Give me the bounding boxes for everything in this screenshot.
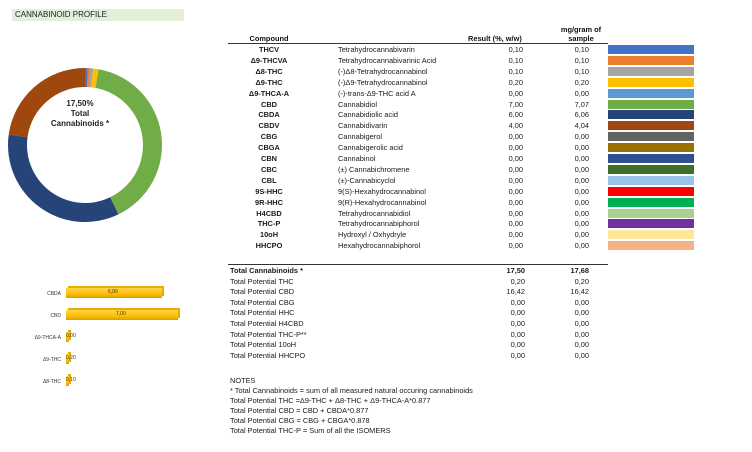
bar-value-label: 0,00: [66, 333, 76, 339]
col-header-result: Result (%, w/w): [468, 34, 522, 43]
compound-code: Δ9-THCA-A: [248, 88, 290, 98]
bar-category-label: Δ9-THC: [42, 357, 61, 363]
compound-code: CBDV: [258, 121, 280, 131]
col-header-mg-line1: mg/gram of: [560, 25, 602, 34]
totals-label: Total Potential THC-P**: [230, 329, 307, 339]
color-swatch: [608, 132, 694, 141]
bar-value-label: 0,20: [66, 355, 76, 361]
color-swatch: [608, 230, 694, 239]
totals-row: [230, 286, 610, 297]
compound-mg: 7,07: [574, 99, 589, 109]
compound-mg: 0,00: [574, 186, 589, 196]
compound-result: 0,00: [508, 132, 523, 142]
color-swatch: [608, 67, 694, 76]
table-row: [228, 208, 698, 219]
compound-name: Cannabinol: [338, 154, 376, 163]
totals-row: [230, 318, 610, 329]
color-swatch: [608, 121, 694, 130]
totals-label: Total Potential CBD: [230, 287, 295, 297]
compound-code: Δ9-THC: [255, 77, 283, 87]
totals-mg: 0,00: [574, 297, 589, 307]
table-row: [228, 175, 698, 186]
donut-slice: [95, 69, 162, 214]
compound-mg: 0,00: [574, 132, 589, 142]
compound-result: 0,10: [508, 66, 523, 76]
totals-label: Total Potential HHC: [230, 308, 295, 318]
compound-name: (-)-trans-Δ9-THC acid A: [338, 88, 416, 98]
compound-mg: 0,00: [574, 175, 589, 185]
table-row: [228, 99, 698, 110]
compound-name: Cannabidiol: [338, 99, 378, 109]
totals-result: 0,00: [510, 340, 525, 350]
totals-result: 0,20: [510, 276, 525, 286]
bar-value-label: 7,00: [116, 311, 126, 317]
table-row: [228, 240, 698, 251]
notes-line: Total Potential THC-P = Sum of all the ISOMERS: [230, 426, 391, 435]
compound-result: 0,00: [508, 208, 523, 218]
totals-row: [230, 329, 610, 340]
compound-name: (±) Cannabichromene: [338, 164, 410, 174]
compound-mg: 0,00: [574, 241, 589, 251]
compound-name: Tetrahydrocannabiphorol: [338, 219, 420, 229]
compound-code: CBGA: [258, 143, 280, 153]
totals-result: 0,00: [510, 297, 525, 307]
compound-name: 9(R)-Hexahydrocannabinol: [338, 197, 427, 207]
compound-mg: 0,10: [574, 66, 589, 76]
color-swatch: [608, 154, 694, 163]
color-swatch: [608, 78, 694, 87]
compound-mg: 0,00: [574, 208, 589, 218]
total-percent: 17,50%: [66, 99, 94, 108]
notes-line: Total Potential THC =Δ9-THC + Δ8-THC + Δ9-THCA-A*0.877: [230, 396, 431, 405]
totals-label: Total Potential H4CBD: [230, 319, 304, 328]
compound-code: THC-P: [257, 219, 281, 229]
totals-result: 0,00: [510, 308, 525, 318]
totals-result: 0,00: [510, 319, 525, 328]
compound-code: 9R-HHC: [255, 197, 283, 207]
compound-result: 6,00: [508, 110, 523, 120]
totals-mg: 0,00: [574, 329, 589, 339]
compound-result: 0,00: [508, 154, 523, 163]
compound-mg: 0,00: [574, 230, 589, 240]
color-swatch: [608, 143, 694, 152]
compound-code: 9S-HHC: [255, 186, 283, 196]
bar-category-label: Δ9-THCA-A: [34, 335, 61, 341]
compound-name: (-)Δ8-Tetrahydrocannabinol: [338, 66, 428, 76]
compound-name: Cannabidivarin: [338, 121, 388, 131]
bar-category-label: Δ8-THC: [42, 379, 61, 385]
totals-mg: 17,68: [570, 266, 589, 275]
compound-code: THCV: [258, 45, 280, 54]
totals-label: Total Potential HHCPO: [230, 350, 306, 360]
section-title: CANNABINOID PROFILE: [12, 9, 184, 21]
totals-label: Total Cannabinoids *: [230, 266, 303, 275]
compound-result: 0,00: [508, 219, 523, 229]
totals-row: [230, 350, 610, 361]
notes-line: Total Potential CBD = CBD + CBDA*0.877: [230, 406, 369, 415]
compound-mg: 0,00: [574, 219, 589, 229]
compound-code: H4CBD: [256, 208, 282, 218]
totals-result: 0,00: [510, 350, 525, 360]
table-row: [228, 44, 698, 55]
notes-line: * Total Cannabinoids = sum of all measured natural occuring cannabinoids: [230, 386, 473, 395]
notes: [230, 376, 473, 436]
totals-label: Total Potential 10oH: [230, 340, 297, 350]
compound-result: 0,00: [508, 175, 523, 185]
color-swatch: [608, 187, 694, 196]
total-label-2: Cannabinoids *: [50, 119, 110, 128]
table-row: [228, 131, 698, 142]
notes-title: NOTES: [230, 376, 256, 385]
compound-code: CBC: [260, 164, 277, 174]
totals-label: Total Potential THC: [230, 276, 294, 286]
compound-result: 0,00: [508, 197, 523, 207]
totals-row: [230, 339, 610, 350]
compound-name: Cannabigerol: [338, 132, 382, 142]
compound-result: 0,00: [508, 186, 523, 196]
compound-name: (±)-Cannabicyclol: [338, 175, 396, 185]
compound-result: 0,00: [508, 88, 523, 98]
compound-name: Tetrahydrocannabivarinic Acid: [338, 55, 437, 65]
totals-mg: 0,00: [574, 340, 589, 350]
table-row: [228, 88, 698, 99]
compound-name: Hydroxyl / Oxhydryle: [338, 230, 407, 240]
table-row: [228, 120, 698, 131]
compound-code: Δ8-THC: [255, 66, 283, 76]
compound-mg: 0,10: [574, 55, 589, 65]
table-row: [228, 197, 698, 208]
compound-mg: 0,00: [574, 88, 589, 98]
donut-chart: [0, 60, 170, 230]
bar-category-label: CBDA: [47, 291, 61, 297]
compound-code: CBN: [260, 154, 277, 163]
compound-code: HHCPO: [255, 241, 283, 251]
totals-row: [230, 307, 610, 318]
table-row: [228, 77, 698, 88]
table-row: [228, 142, 698, 153]
total-label: Total: [70, 109, 90, 118]
compound-code: CBL: [261, 175, 277, 185]
color-swatch: [608, 198, 694, 207]
col-header-mg-line2: sample: [568, 34, 594, 43]
totals-mg: 16,42: [570, 287, 589, 297]
totals-row: [230, 297, 610, 308]
compound-result: 4,00: [508, 121, 523, 131]
compound-mg: 0,00: [574, 143, 589, 153]
compound-name: 9(S)-Hexahydrocannabinol: [338, 186, 426, 196]
compound-code: 10oH: [259, 230, 279, 240]
col-header-mg: [546, 25, 616, 43]
bar-category-label: CBD: [50, 313, 61, 319]
compound-result: 0,00: [508, 143, 523, 153]
compound-name: Hexahydrocannabiphorol: [338, 241, 421, 251]
totals-result: 17,50: [506, 266, 525, 275]
color-swatch: [608, 176, 694, 185]
donut-center-label: [40, 99, 120, 129]
col-header-compound: Compound: [249, 34, 289, 43]
totals-row: [230, 276, 610, 287]
color-swatch: [608, 89, 694, 98]
compound-name: Cannabigerolic acid: [338, 143, 403, 153]
compound-result: 0,00: [508, 241, 523, 251]
table-row: [228, 109, 698, 120]
totals-result: 16,42: [506, 287, 525, 297]
table-row: [228, 186, 698, 197]
compound-result: 0,10: [508, 45, 523, 54]
table-row: [228, 218, 698, 229]
compound-mg: 6,06: [574, 110, 589, 120]
color-swatch: [608, 209, 694, 218]
totals-label: Total Potential CBG: [230, 297, 295, 307]
color-swatch: [608, 100, 694, 109]
color-swatch: [608, 165, 694, 174]
compound-code: CBD: [260, 99, 277, 109]
color-swatch: [608, 110, 694, 119]
compound-result: 7,00: [508, 99, 523, 109]
compound-mg: 0,00: [574, 197, 589, 207]
donut-slice: [8, 135, 118, 222]
notes-line: Total Potential CBG = CBG + CBGA*0.878: [230, 416, 370, 425]
compound-name: (-)Δ9-Tetrahydrocannabinol: [338, 77, 428, 87]
compound-name: Tetrahydrocannabivarin: [338, 45, 415, 54]
totals-mg: 0,00: [574, 319, 589, 328]
totals-result: 0,00: [510, 329, 525, 339]
table-row: [228, 66, 698, 77]
color-swatch: [608, 45, 694, 54]
totals-row: [230, 265, 610, 276]
compound-mg: 0,20: [574, 77, 589, 87]
compound-code: Δ9-THCVA: [250, 55, 288, 65]
compound-code: CBG: [260, 132, 278, 142]
table-row: [228, 55, 698, 66]
table-row: [228, 164, 698, 175]
table-row: [228, 229, 698, 240]
compound-result: 0,00: [508, 230, 523, 240]
totals-mg: 0,00: [574, 350, 589, 360]
compound-name: Tetrahydrocannabidiol: [338, 208, 411, 218]
compound-result: 0,20: [508, 77, 523, 87]
totals-mg: 0,20: [574, 276, 589, 286]
bar-value-label: 0,10: [66, 377, 76, 383]
table-row: [228, 153, 698, 164]
color-swatch: [608, 56, 694, 65]
compound-mg: 0,00: [574, 164, 589, 174]
compound-result: 0,00: [508, 164, 523, 174]
compound-mg: 0,10: [574, 45, 589, 54]
compound-mg: 0,00: [574, 154, 589, 163]
compound-mg: 4,04: [574, 121, 589, 131]
color-swatch: [608, 241, 694, 250]
totals-mg: 0,00: [574, 308, 589, 318]
compound-result: 0,10: [508, 55, 523, 65]
compound-name: Cannabidiolic acid: [338, 110, 398, 120]
bar-value-label: 6,00: [108, 289, 118, 295]
compound-code: CBDA: [258, 110, 280, 120]
color-swatch: [608, 219, 694, 228]
